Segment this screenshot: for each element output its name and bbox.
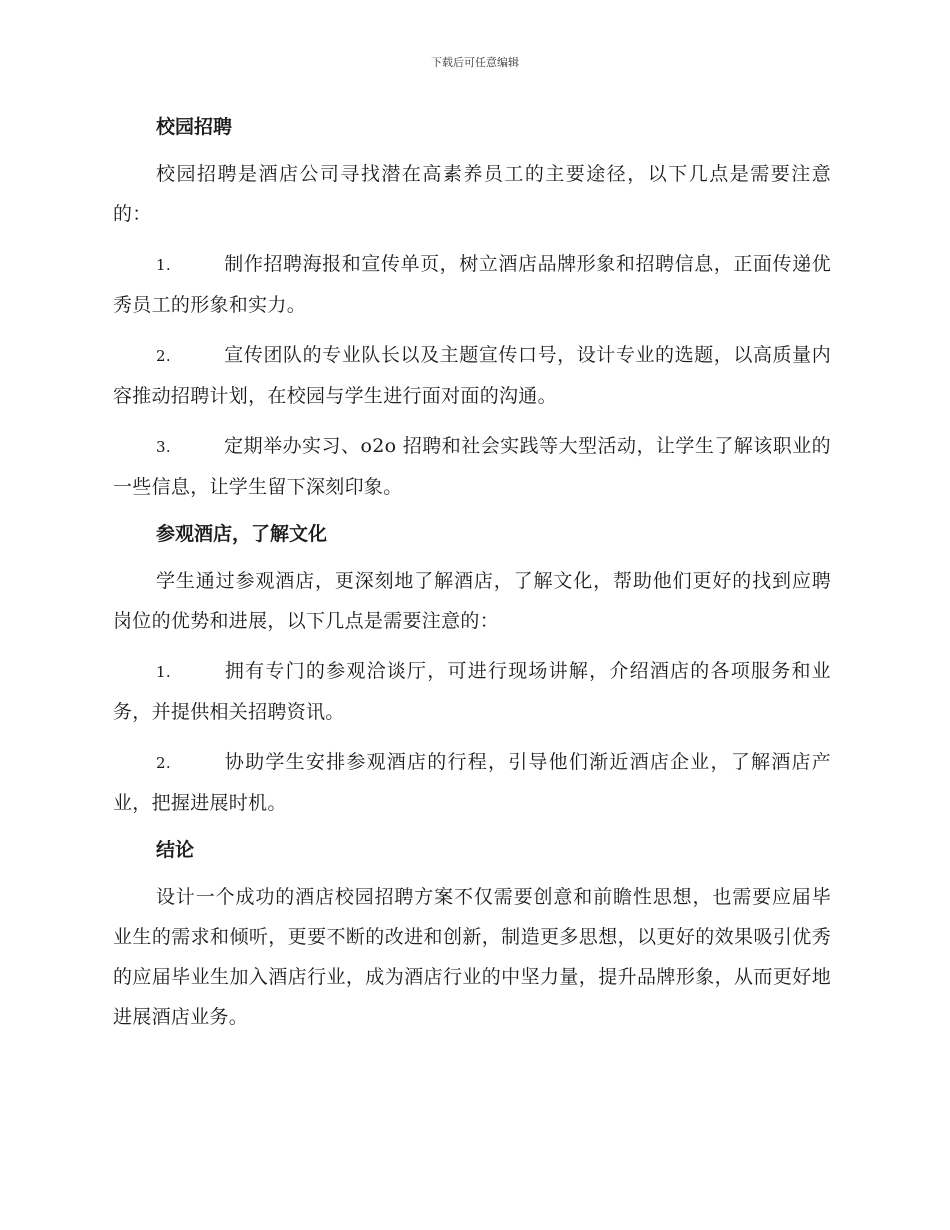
list-item (113, 651, 831, 732)
section-heading: 校园招聘 (156, 116, 233, 138)
list-item-number: 3. (156, 438, 171, 456)
section-hotel-visit (113, 517, 831, 823)
list-item-text: 拥有专门的参观洽谈厅，可进行现场讲解，介绍酒店的各项服务和业务，并提供相关招聘资讯。 (113, 660, 831, 723)
list-item (113, 244, 831, 325)
list-item-text: 定期举办实习、o2o 招聘和社会实践等大型活动，让学生了解该职业的一些信息，让学生留下深刻印象。 (113, 435, 831, 498)
section-conclusion (113, 833, 831, 1037)
section-heading: 结论 (156, 839, 195, 861)
document-body (113, 110, 831, 1047)
list-item-text: 宣传团队的专业队长以及主题宣传口号，设计专业的选题，以高质量内容推动招聘计划，在校园与学生进行面对面的沟通。 (113, 344, 831, 407)
list-item (113, 426, 831, 507)
list-item (113, 742, 831, 823)
list-item-number: 1. (156, 256, 171, 274)
section-campus-recruitment (113, 110, 831, 507)
list-item (113, 335, 831, 416)
section-intro: 学生通过参观酒店，更深刻地了解酒店，了解文化，帮助他们更好的找到应聘岗位的优势和进展，以下几点是需要注意的： (113, 570, 831, 632)
section-heading: 参观酒店，了解文化 (156, 523, 328, 545)
list-item-number: 2. (156, 347, 171, 365)
header-note: 下载后可任意编辑 (431, 56, 519, 69)
list-item-number: 2. (156, 754, 171, 772)
section-intro: 设计一个成功的酒店校园招聘方案不仅需要创意和前瞻性思想，也需要应届毕业生的需求和倾听，更要不断的改进和创新，制造更多思想，以更好的效果吸引优秀的应届毕业生加入酒店行业，成为酒店行业的中坚力量，提升品牌形象，从而更好地进展酒店业务。 (113, 886, 831, 1028)
list-item-text: 制作招聘海报和宣传单页，树立酒店品牌形象和招聘信息，正面传递优秀员工的形象和实力。 (113, 253, 831, 316)
section-intro: 校园招聘是酒店公司寻找潜在高素养员工的主要途径，以下几点是需要注意的： (113, 163, 831, 225)
list-item-text: 协助学生安排参观酒店的行程，引导他们渐近酒店企业，了解酒店产业，把握进展时机。 (113, 751, 831, 814)
list-item-number: 1. (156, 663, 171, 681)
